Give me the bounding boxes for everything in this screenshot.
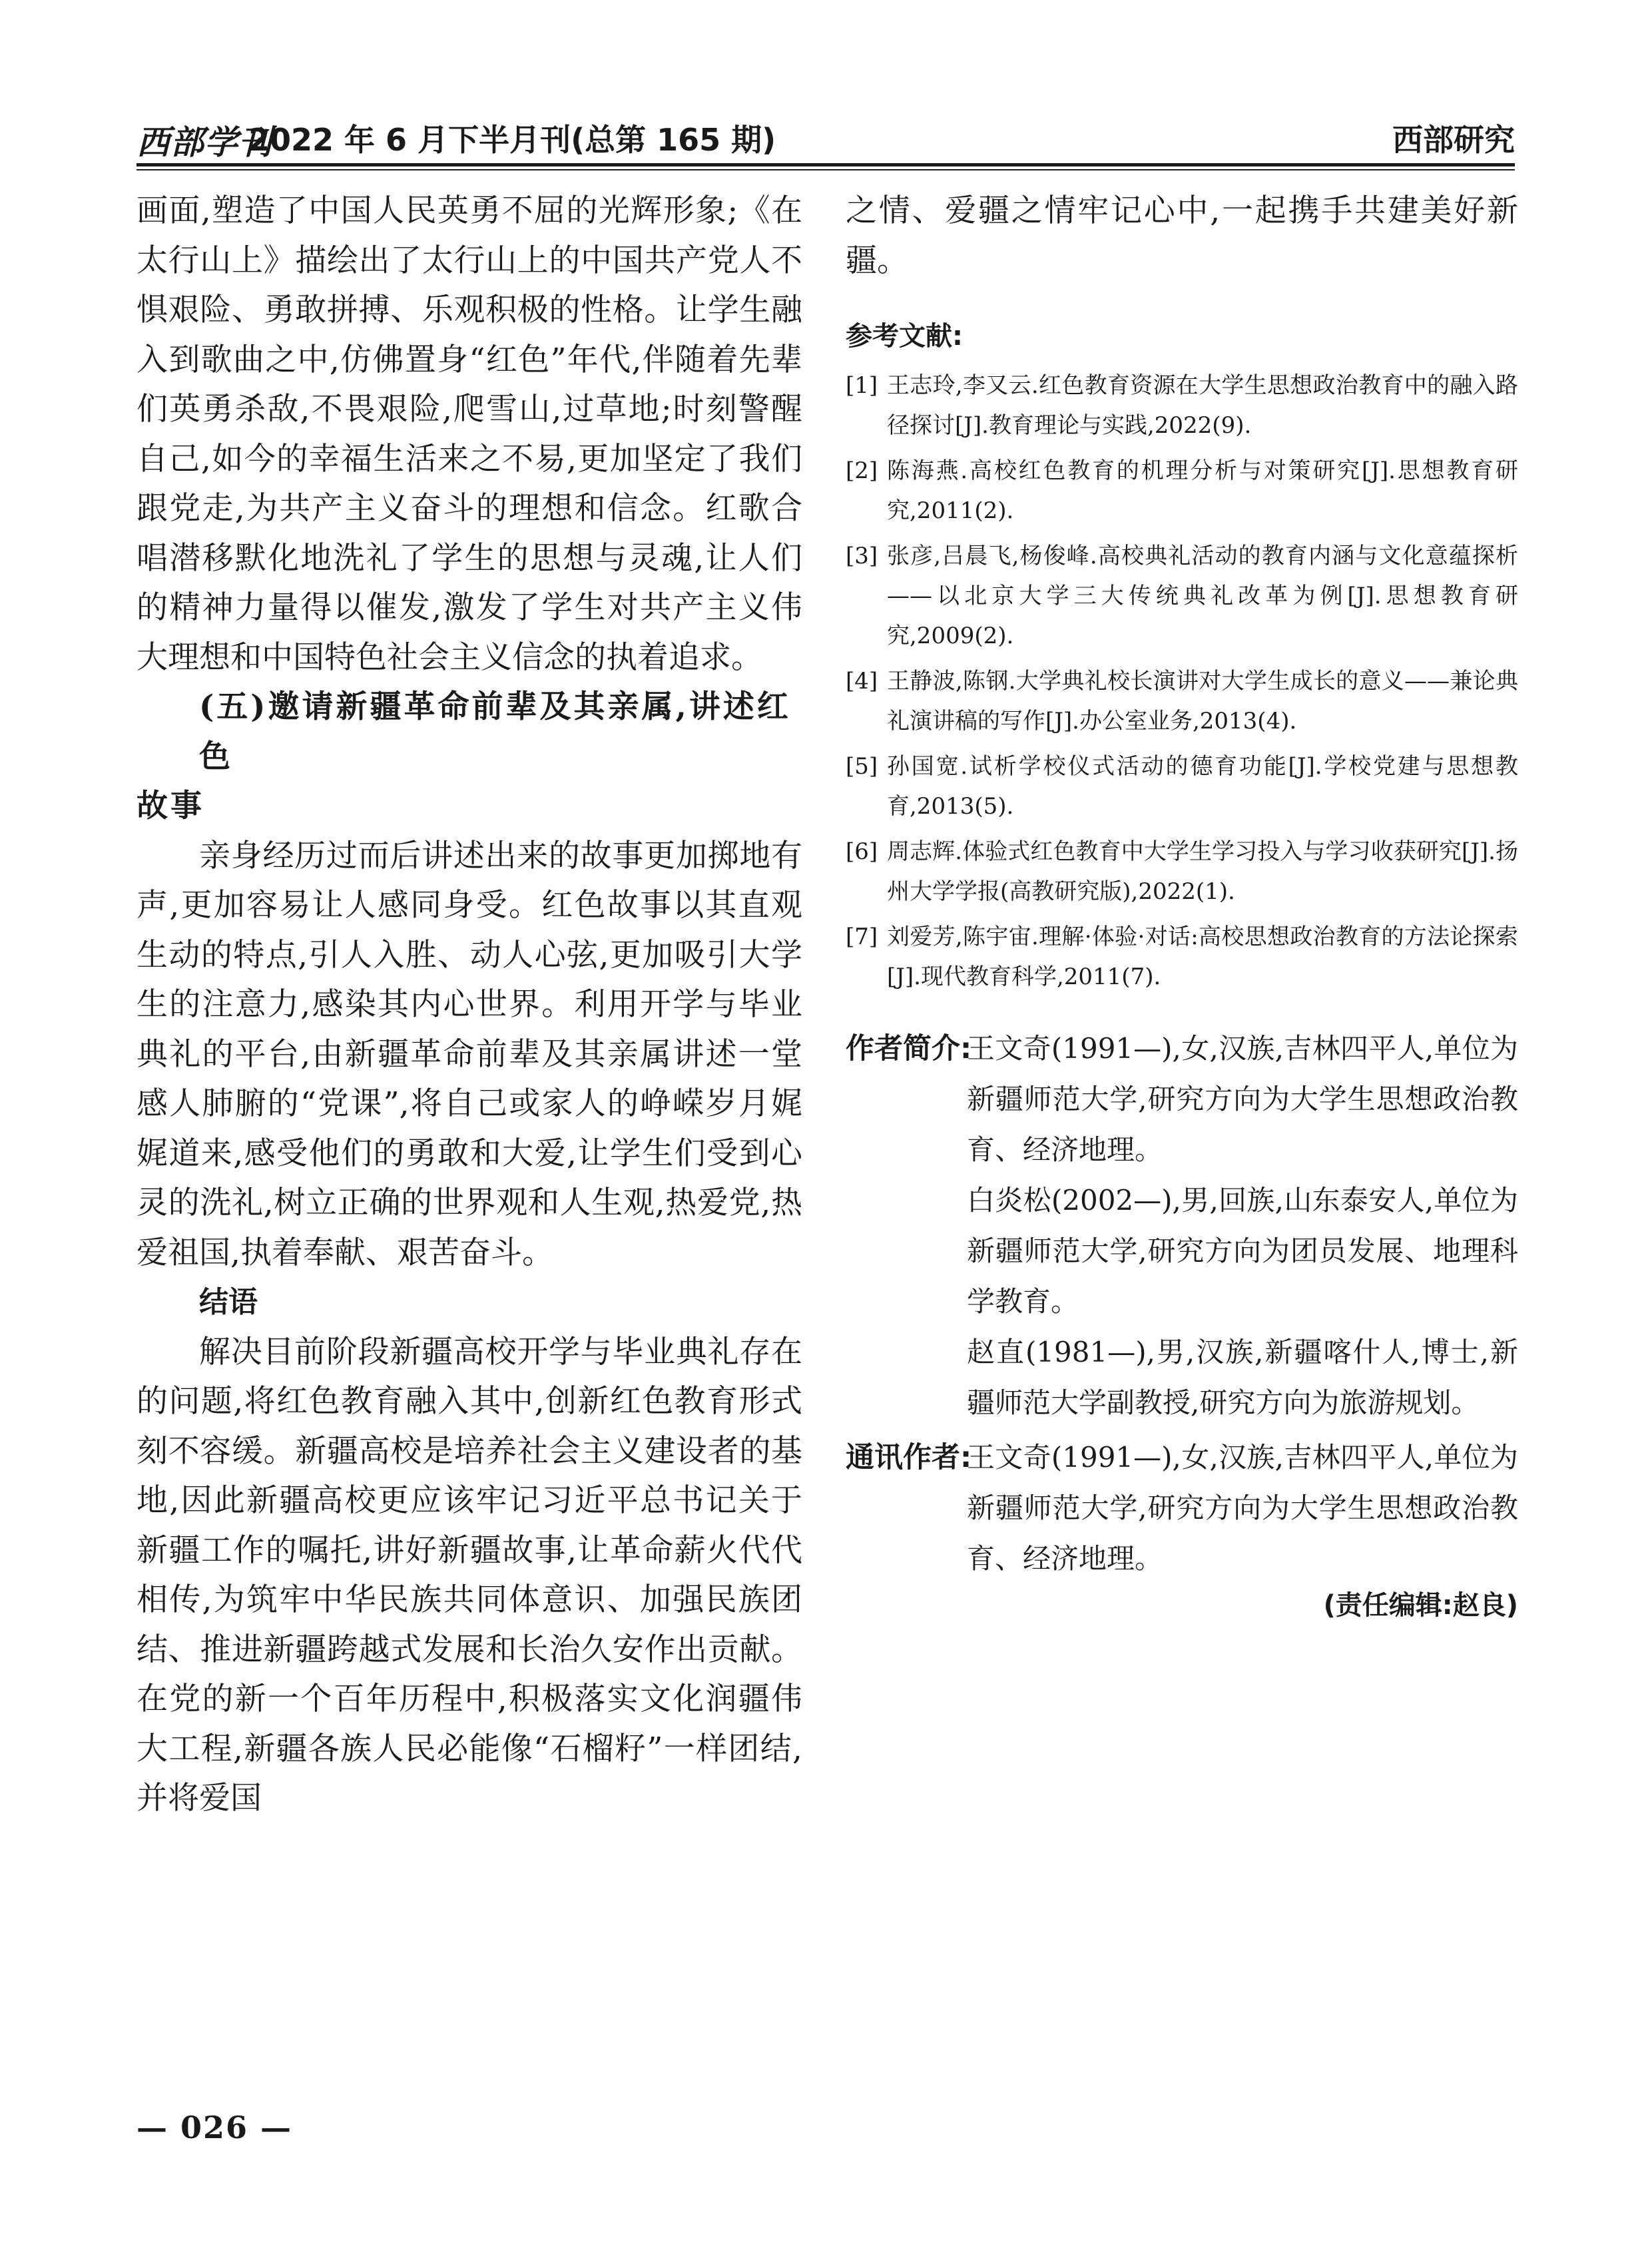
reference-number: [4] xyxy=(846,668,878,695)
reference-number: [1] xyxy=(846,372,878,399)
reference-text: 陈海燕.高校红色教育的机理分析与对策研究[J].思想教育研究,2011(2). xyxy=(887,457,1518,524)
issue-info: 2022 年 6 月下半月刊(总第 165 期) xyxy=(248,122,776,158)
reference-text: 张彦,吕晨飞,杨俊峰.高校典礼活动的教育内涵与文化意蕴探析——以北京大学三大传统典礼改革为例[J].思想教育研究,2009(2). xyxy=(887,543,1518,649)
section-name: 西部研究 xyxy=(1392,122,1515,158)
reference-item xyxy=(846,451,1518,531)
author-bio-label: 作者简介: xyxy=(846,1032,972,1065)
author-entry: 赵直(1981—),男,汉族,新疆喀什人,博士,新疆师范大学副教授,研究方向为旅游规划。 xyxy=(967,1336,1518,1419)
author-bio xyxy=(846,1023,1518,1428)
reference-number: [7] xyxy=(846,924,878,950)
page-header xyxy=(137,112,1515,162)
responsible-editor: (责任编辑:赵良) xyxy=(1323,1590,1518,1621)
reference-item xyxy=(846,746,1518,826)
reference-item xyxy=(846,536,1518,656)
right-column xyxy=(846,186,1518,1625)
reference-number: [2] xyxy=(846,457,878,484)
body-paragraph: 画面,塑造了中国人民英勇不屈的光辉形象;《在太行山上》描绘出了太行山上的中国共产党人不惧艰险、勇敢拼搏、乐观积极的性格。让学生融入到歌曲之中,仿佛置身“红色”年代,伴随着先辈们英勇杀敌,不畏艰险,爬雪山,过草地;时刻警醒自己,如今的幸福生活来之不易,更加坚定了我们跟党走,为共产主义奋斗的理想和信念。红歌合唱潜移默化地洗礼了学生的思想与灵魂,让人们的精神力量得以催发,激发了学生对共产主义伟大理想和中国特色社会主义信念的执着追求。 xyxy=(137,192,802,676)
section-subheading: (五)邀请新疆革命前辈及其亲属,讲述红色 xyxy=(199,689,791,775)
corresponding-author xyxy=(846,1432,1518,1584)
body-paragraph: 解决目前阶段新疆高校开学与毕业典礼存在的问题,将红色教育融入其中,创新红色教育形式刻不容缓。新疆高校是培养社会主义建设者的基地,因此新疆高校更应该牢记习近平总书记关于新疆工作的嘱托,讲好新疆故事,让革命薪火代代相传,为筑牢中华民族共同体意识、加强民族团结、推进新疆跨越式发展和长治久安作出贡献。在党的新一个百年历程中,积极落实文化润疆伟大工程,新疆各族人民必能像“石榴籽”一样团结,并将爱国 xyxy=(137,1333,802,1817)
reference-text: 刘爱芳,陈宇宙.理解·体验·对话:高校思想政治教育的方法论探索[J].现代教育科学,2011(7). xyxy=(887,924,1518,990)
reference-item xyxy=(846,917,1518,997)
reference-item xyxy=(846,661,1518,741)
reference-item xyxy=(846,832,1518,912)
reference-number: [3] xyxy=(846,543,878,569)
reference-text: 王志玲,李又云.红色教育资源在大学生思想政治教育中的融入路径探讨[J].教育理论与实践,2022(9). xyxy=(887,372,1518,439)
left-column xyxy=(137,186,802,1824)
conclusion-heading: 结语 xyxy=(199,1285,258,1319)
header-rule-thick xyxy=(137,163,1515,166)
page-number: — 026 — xyxy=(137,2109,293,2145)
reference-text: 王静波,陈钢.大学典礼校长演讲对大学生成长的意义——兼论典礼演讲稿的写作[J].办公室业务,2013(4). xyxy=(887,668,1518,734)
reference-item xyxy=(846,366,1518,445)
reference-text: 周志辉.体验式红色教育中大学生学习投入与学习收获研究[J].扬州大学学报(高教研究版),2022(1). xyxy=(887,838,1518,905)
section-subheading-cont: 故事 xyxy=(137,788,204,824)
journal-logo: 西部学刊 xyxy=(137,123,272,162)
reference-number: [6] xyxy=(846,838,878,865)
author-entry: 白炎松(2002—),男,回族,山东泰安人,单位为新疆师范大学,研究方向为团员发展、地理科学教育。 xyxy=(967,1184,1518,1318)
author-entry: 王文奇(1991—),女,汉族,吉林四平人,单位为新疆师范大学,研究方向为大学生思想政治教育、经济地理。 xyxy=(967,1032,1518,1166)
body-paragraph: 亲身经历过而后讲述出来的故事更加掷地有声,更加容易让人感同身受。红色故事以其直观生动的特点,引人入胜、动人心弦,更加吸引大学生的注意力,感染其内心世界。利用开学与毕业典礼的平台,由新疆革命前辈及其亲属讲述一堂感人肺腑的“党课”,将自己或家人的峥嵘岁月娓娓道来,感受他们的勇敢和大爱,让学生们受到心灵的洗礼,树立正确的世界观和人生观,热爱党,热爱祖国,执着奉献、艰苦奋斗。 xyxy=(137,837,802,1271)
corresponding-author-entry: 王文奇(1991—),女,汉族,吉林四平人,单位为新疆师范大学,研究方向为大学生思想政治教育、经济地理。 xyxy=(967,1441,1518,1575)
reference-number: [5] xyxy=(846,753,878,780)
corresponding-author-label: 通讯作者: xyxy=(846,1441,972,1474)
reference-text: 孙国宽.试析学校仪式活动的德育功能[J].学校党建与思想教育,2013(5). xyxy=(887,753,1518,820)
references-title: 参考文献: xyxy=(846,321,963,352)
body-paragraph-continued: 之情、爱疆之情牢记心中,一起携手共建美好新疆。 xyxy=(846,192,1518,279)
header-rule-thin xyxy=(137,169,1515,170)
